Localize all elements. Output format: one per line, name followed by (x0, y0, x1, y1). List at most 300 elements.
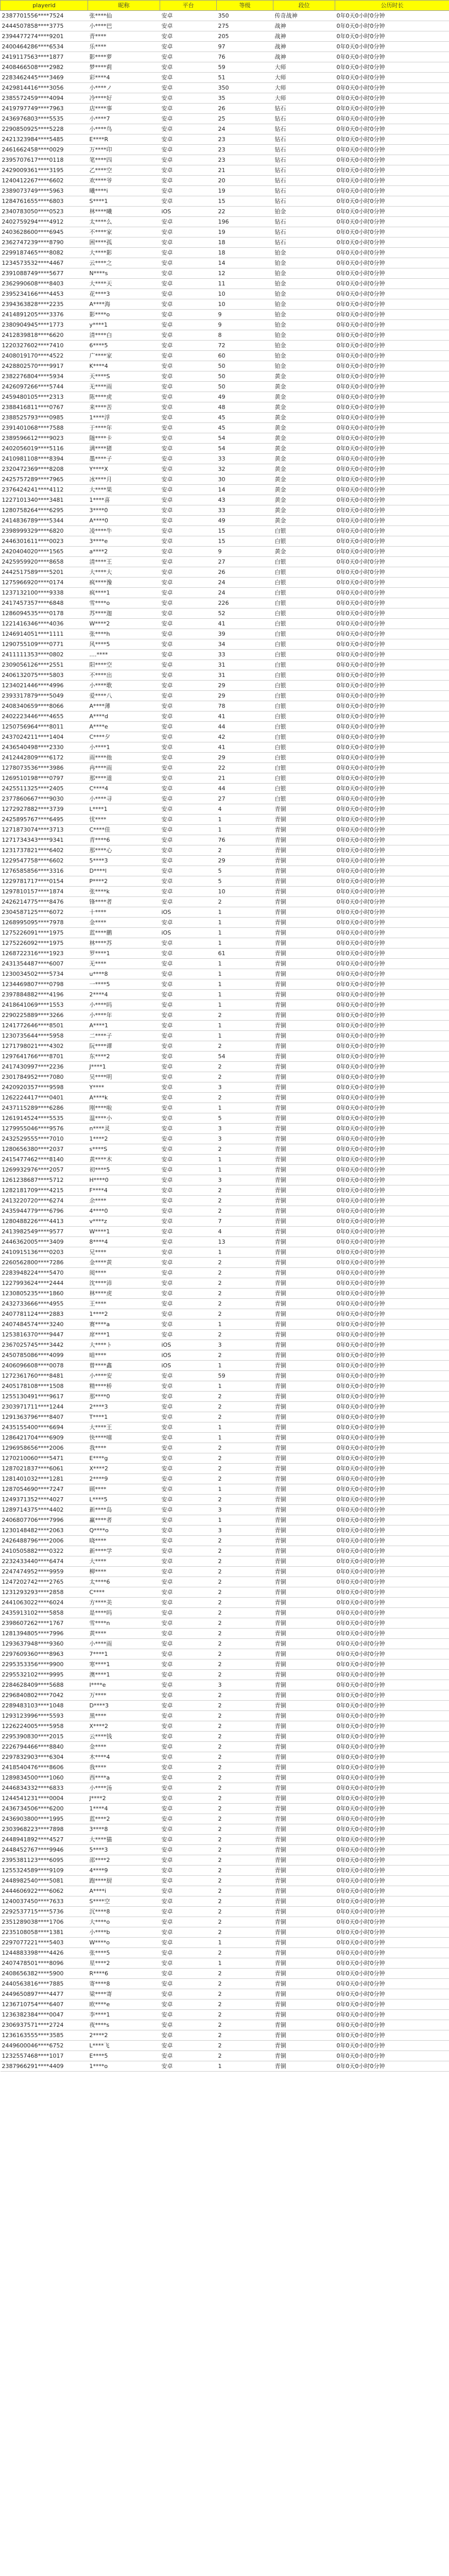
cell-rank: 白银 (273, 681, 335, 691)
cell-playerid: 1236382384****0047 (1, 2010, 88, 2020)
cell-duration: 0年0天0小时0分钟 (335, 1175, 449, 1185)
table-row (1, 217, 449, 227)
cell-rank: 青铜 (273, 1783, 335, 1793)
cell-nickname: 木****4 (88, 1752, 160, 1762)
cell-level: 9 (217, 310, 273, 320)
cell-playerid: 2407484574****3240 (1, 1319, 88, 1330)
cell-playerid: 1269932976****2057 (1, 1165, 88, 1175)
cell-duration: 0年0天0小时0分钟 (335, 1206, 449, 1216)
cell-level: 29 (217, 681, 273, 691)
cell-platform: 安卓 (160, 351, 217, 361)
cell-duration: 0年0天0小时0分钟 (335, 1969, 449, 1979)
table-row (1, 330, 449, 341)
cell-nickname: 冉****雨 (88, 763, 160, 773)
cell-nickname: 大****o (88, 1917, 160, 1927)
cell-rank: 青铜 (273, 1814, 335, 1824)
cell-platform: 安卓 (160, 619, 217, 629)
cell-duration: 0年0天0小时0分钟 (335, 1433, 449, 1443)
cell-rank: 青铜 (273, 1917, 335, 1927)
cell-duration: 0年0天0小时0分钟 (335, 1144, 449, 1155)
cell-level: 76 (217, 52, 273, 62)
cell-rank: 钻石 (273, 238, 335, 248)
cell-playerid: 1271798021****4302 (1, 1041, 88, 1052)
cell-nickname: 一****5 (88, 979, 160, 990)
cell-duration: 0年0天0小时0分钟 (335, 1422, 449, 1433)
cell-level: 15 (217, 536, 273, 547)
cell-rank: 青铜 (273, 1484, 335, 1495)
cell-level: 2 (217, 1855, 273, 1866)
cell-playerid: 1250756964****8011 (1, 722, 88, 732)
cell-playerid: 1230735644****5958 (1, 1031, 88, 1041)
cell-rank: 钻石 (273, 196, 335, 207)
cell-nickname: 云****之 (88, 258, 160, 268)
cell-rank: 青铜 (273, 1103, 335, 1113)
table-row (1, 1629, 449, 1639)
cell-playerid: 1261914524****5535 (1, 1113, 88, 1124)
cell-platform: 安卓 (160, 1896, 217, 1907)
table-row (1, 1062, 449, 1072)
cell-platform: 安卓 (160, 1793, 217, 1804)
cell-level: 4 (217, 1227, 273, 1237)
cell-duration: 0年0天0小时0分钟 (335, 845, 449, 856)
cell-nickname: 广****家 (88, 351, 160, 361)
cell-rank: 青铜 (273, 1546, 335, 1556)
cell-playerid: 2408466508****2982 (1, 62, 88, 73)
cell-level: 72 (217, 341, 273, 351)
cell-level: 2 (217, 897, 273, 907)
cell-platform: 安卓 (160, 1536, 217, 1546)
cell-duration: 0年0天0小时0分钟 (335, 42, 449, 52)
table-row (1, 578, 449, 588)
cell-nickname: 蓝****鹏 (88, 928, 160, 938)
cell-platform: 安卓 (160, 588, 217, 598)
cell-level: 48 (217, 402, 273, 413)
cell-level: 14 (217, 485, 273, 495)
cell-duration: 0年0天0小时0分钟 (335, 1505, 449, 1515)
cell-nickname: 张****h (88, 629, 160, 639)
cell-level: 59 (217, 62, 273, 73)
cell-rank: 黄金 (273, 413, 335, 423)
cell-playerid: 1244541231****0004 (1, 1793, 88, 1804)
cell-playerid: 1236710754****6407 (1, 1999, 88, 2010)
cell-platform: 安卓 (160, 1732, 217, 1742)
cell-playerid: 2436976803****5535 (1, 114, 88, 124)
table-row (1, 557, 449, 567)
cell-playerid: 2406096608****0078 (1, 1361, 88, 1371)
cell-nickname: 那****道 (88, 773, 160, 784)
cell-nickname: 小****吗 (88, 1000, 160, 1010)
cell-playerid: 2421323984****5485 (1, 134, 88, 145)
cell-nickname: 小****寻 (88, 794, 160, 804)
cell-duration: 0年0天0小时0分钟 (335, 2030, 449, 2041)
cell-level: 2 (217, 1866, 273, 1876)
cell-playerid: 2437115289****6286 (1, 1103, 88, 1113)
cell-playerid: 2376424241****4112 (1, 485, 88, 495)
header-nickname: 昵称 (88, 1, 160, 11)
cell-level: 1 (217, 1515, 273, 1526)
cell-rank: 青铜 (273, 1165, 335, 1175)
cell-platform: 安卓 (160, 1948, 217, 1958)
cell-platform: 安卓 (160, 1515, 217, 1526)
table-row (1, 1330, 449, 1340)
cell-playerid: 1287021837****6061 (1, 1464, 88, 1474)
table-row (1, 1742, 449, 1752)
cell-nickname: 大****果 (88, 485, 160, 495)
cell-playerid: 2437024211****1404 (1, 732, 88, 742)
cell-rank: 青铜 (273, 1855, 335, 1866)
cell-duration: 0年0天0小时0分钟 (335, 1227, 449, 1237)
cell-level: 61 (217, 948, 273, 959)
table-row (1, 1927, 449, 1938)
cell-rank: 铂金 (273, 310, 335, 320)
cell-nickname: 大****天 (88, 279, 160, 289)
cell-platform: 安卓 (160, 1917, 217, 1927)
cell-level: 3 (217, 1680, 273, 1690)
cell-playerid: 2296840802****7042 (1, 1690, 88, 1701)
cell-nickname: 张****仙 (88, 11, 160, 21)
table-row (1, 1896, 449, 1907)
cell-playerid: 2398607262****1767 (1, 1618, 88, 1629)
cell-rank: 青铜 (273, 1402, 335, 1412)
cell-rank: 青铜 (273, 1433, 335, 1443)
cell-playerid: 1230034502****5734 (1, 969, 88, 979)
cell-duration: 0年0天0小时0分钟 (335, 1629, 449, 1639)
cell-level: 7 (217, 1216, 273, 1227)
cell-rank: 青铜 (273, 1021, 335, 1031)
cell-platform: iOS (160, 1350, 217, 1361)
cell-playerid: 1271734343****9341 (1, 835, 88, 845)
cell-playerid: 2394477274****9201 (1, 31, 88, 42)
table-row (1, 1999, 449, 2010)
cell-level: 2 (217, 1999, 273, 2010)
cell-playerid: 2418641069****1553 (1, 1000, 88, 1010)
table-row (1, 1567, 449, 1577)
cell-duration: 0年0天0小时0分钟 (335, 217, 449, 227)
cell-nickname: 柳**** (88, 1567, 160, 1577)
cell-duration: 0年0天0小时0分钟 (335, 1443, 449, 1453)
cell-rank: 白银 (273, 650, 335, 660)
cell-duration: 0年0天0小时0分钟 (335, 1093, 449, 1103)
table-row (1, 1752, 449, 1762)
cell-platform: 安卓 (160, 1093, 217, 1103)
cell-level: 54 (217, 433, 273, 444)
cell-level: 2 (217, 1299, 273, 1309)
cell-level: 2 (217, 1464, 273, 1474)
table-row (1, 248, 449, 258)
cell-rank: 白银 (273, 588, 335, 598)
cell-platform: 安卓 (160, 1010, 217, 1021)
cell-rank: 青铜 (273, 1052, 335, 1062)
table-row (1, 1701, 449, 1711)
table-row (1, 1639, 449, 1649)
cell-level: 1 (217, 928, 273, 938)
table-row (1, 1237, 449, 1247)
cell-nickname: L****1 (88, 804, 160, 815)
cell-duration: 0年0天0小时0分钟 (335, 753, 449, 763)
cell-nickname: 方****美 (88, 1598, 160, 1608)
cell-playerid: 1280656380****2037 (1, 1144, 88, 1155)
cell-level: 2 (217, 1618, 273, 1629)
cell-level: 1 (217, 1361, 273, 1371)
cell-duration: 0年0天0小时0分钟 (335, 392, 449, 402)
cell-nickname: 1****o (88, 2061, 160, 2072)
cell-playerid: 2436734506****6200 (1, 1804, 88, 1814)
cell-nickname: 新****岛 (88, 1505, 160, 1515)
cell-nickname: 沈****沛 (88, 1278, 160, 1289)
cell-rank: 铂金 (273, 258, 335, 268)
cell-rank: 青铜 (273, 1793, 335, 1804)
cell-duration: 0年0天0小时0分钟 (335, 1041, 449, 1052)
cell-nickname: 罗****1 (88, 948, 160, 959)
table-row (1, 681, 449, 691)
cell-rank: 白银 (273, 773, 335, 784)
cell-duration: 0年0天0小时0分钟 (335, 1113, 449, 1124)
table-row (1, 423, 449, 433)
cell-duration: 0年0天0小时0分钟 (335, 1680, 449, 1690)
cell-level: 49 (217, 516, 273, 526)
cell-platform: 安卓 (160, 1927, 217, 1938)
cell-platform: 安卓 (160, 1464, 217, 1474)
cell-platform: 安卓 (160, 1907, 217, 1917)
cell-playerid: 2407781124****2883 (1, 1309, 88, 1319)
table-row (1, 1309, 449, 1319)
cell-duration: 0年0天0小时0分钟 (335, 320, 449, 330)
cell-platform: 安卓 (160, 1422, 217, 1433)
cell-level: 5 (217, 876, 273, 887)
cell-nickname: A****1 (88, 1021, 160, 1031)
cell-duration: 0年0天0小时0分钟 (335, 351, 449, 361)
cell-platform: 安卓 (160, 310, 217, 320)
table-row (1, 1289, 449, 1299)
cell-nickname: 林****虎 (88, 1289, 160, 1299)
cell-playerid: 2297832903****6304 (1, 1752, 88, 1762)
cell-nickname: 金**** (88, 1742, 160, 1752)
cell-duration: 0年0天0小时0分钟 (335, 876, 449, 887)
cell-platform: 安卓 (160, 62, 217, 73)
cell-rank: 青铜 (273, 1515, 335, 1526)
cell-playerid: 1286421704****6909 (1, 1433, 88, 1443)
cell-nickname: E****g (88, 1453, 160, 1464)
cell-level: 24 (217, 578, 273, 588)
cell-level: 2 (217, 1289, 273, 1299)
cell-level: 44 (217, 722, 273, 732)
table-row (1, 1350, 449, 1361)
cell-level: 1 (217, 1958, 273, 1969)
cell-rank: 白银 (273, 598, 335, 608)
cell-platform: 安卓 (160, 454, 217, 464)
cell-rank: 战神 (273, 42, 335, 52)
cell-level: 13 (217, 1237, 273, 1247)
cell-level: 1 (217, 1319, 273, 1330)
table-row (1, 753, 449, 763)
cell-platform: 安卓 (160, 495, 217, 505)
table-row (1, 21, 449, 31)
cell-duration: 0年0天0小时0分钟 (335, 660, 449, 670)
cell-platform: 安卓 (160, 1546, 217, 1556)
table-row (1, 763, 449, 773)
cell-nickname: 大****ト (88, 1340, 160, 1350)
cell-duration: 0年0天0小时0分钟 (335, 794, 449, 804)
cell-level: 1 (217, 907, 273, 918)
cell-level: 19 (217, 227, 273, 238)
cell-level: 33 (217, 650, 273, 660)
cell-rank: 青铜 (273, 1381, 335, 1392)
cell-playerid: 2408019170****4522 (1, 351, 88, 361)
cell-duration: 0年0天0小时0分钟 (335, 815, 449, 825)
cell-playerid: 1255130491****9617 (1, 1392, 88, 1402)
cell-rank: 白银 (273, 567, 335, 578)
cell-platform: 安卓 (160, 341, 217, 351)
cell-playerid: 2391401068****7588 (1, 423, 88, 433)
cell-duration: 0年0天0小时0分钟 (335, 155, 449, 165)
cell-platform: 安卓 (160, 1556, 217, 1567)
cell-nickname: 兄**** (88, 1247, 160, 1258)
cell-rank: 青铜 (273, 1453, 335, 1464)
cell-playerid: 2283948224****5470 (1, 1268, 88, 1278)
cell-duration: 0年0天0小时0分钟 (335, 516, 449, 526)
cell-playerid: 1253816370****9447 (1, 1330, 88, 1340)
cell-platform: 安卓 (160, 1845, 217, 1855)
cell-duration: 0年0天0小时0分钟 (335, 382, 449, 392)
cell-nickname: 新****学 (88, 1546, 160, 1556)
cell-duration: 0年0天0小时0分钟 (335, 701, 449, 711)
cell-duration: 0年0天0小时0分钟 (335, 134, 449, 145)
table-row (1, 268, 449, 279)
cell-rank: 青铜 (273, 1216, 335, 1227)
table-body (1, 11, 449, 2072)
cell-duration: 0年0天0小时0分钟 (335, 248, 449, 258)
cell-duration: 0年0天0小时0分钟 (335, 31, 449, 42)
cell-level: 2 (217, 1948, 273, 1958)
cell-nickname: 锋****者 (88, 897, 160, 907)
cell-nickname: 店****事 (88, 104, 160, 114)
cell-playerid: 2448982540****5081 (1, 1876, 88, 1886)
cell-nickname: y****1 (88, 320, 160, 330)
cell-nickname: H****0 (88, 1175, 160, 1185)
cell-duration: 0年0天0小时0分钟 (335, 1659, 449, 1670)
cell-playerid: 2425511325****2405 (1, 784, 88, 794)
cell-level: 2 (217, 1969, 273, 1979)
cell-duration: 0年0天0小时0分钟 (335, 474, 449, 485)
cell-rank: 铂金 (273, 268, 335, 279)
header-rank: 段位 (273, 1, 335, 11)
cell-platform: 安卓 (160, 1938, 217, 1948)
cell-level: 2 (217, 1577, 273, 1587)
cell-platform: 安卓 (160, 567, 217, 578)
cell-level: 54 (217, 444, 273, 454)
cell-duration: 0年0天0小时0分钟 (335, 567, 449, 578)
cell-platform: 安卓 (160, 1443, 217, 1453)
cell-duration: 0年0天0小时0分钟 (335, 1495, 449, 1505)
cell-nickname: 那****心 (88, 845, 160, 856)
cell-nickname: F****4 (88, 1185, 160, 1196)
table-row (1, 1526, 449, 1536)
cell-duration: 0年0天0小时0分钟 (335, 1999, 449, 2010)
table-row (1, 516, 449, 526)
table-row (1, 629, 449, 639)
cell-level: 27 (217, 557, 273, 567)
cell-rank: 青铜 (273, 1422, 335, 1433)
cell-platform: 安卓 (160, 1412, 217, 1422)
cell-playerid: 2410981108****8394 (1, 454, 88, 464)
cell-level: 2 (217, 1474, 273, 1484)
table-row (1, 732, 449, 742)
cell-platform: 安卓 (160, 1082, 217, 1093)
cell-duration: 0年0天0小时0分钟 (335, 1392, 449, 1402)
cell-nickname: 1****喜 (88, 495, 160, 505)
cell-nickname: 大****影 (88, 248, 160, 258)
cell-duration: 0年0天0小时0分钟 (335, 1979, 449, 1989)
cell-rank: 青铜 (273, 1927, 335, 1938)
cell-nickname: D****3 (88, 1701, 160, 1711)
cell-rank: 青铜 (273, 1361, 335, 1371)
cell-level: 15 (217, 196, 273, 207)
cell-rank: 青铜 (273, 1896, 335, 1907)
cell-level: 2 (217, 1309, 273, 1319)
cell-rank: 青铜 (273, 938, 335, 948)
cell-rank: 铂金 (273, 279, 335, 289)
cell-playerid: 1236163555****3585 (1, 2030, 88, 2041)
cell-duration: 0年0天0小时0分钟 (335, 1732, 449, 1742)
cell-level: 10 (217, 887, 273, 897)
cell-duration: 0年0天0小时0分钟 (335, 928, 449, 938)
cell-duration: 0年0天0小时0分钟 (335, 227, 449, 238)
cell-level: 50 (217, 361, 273, 371)
cell-rank: 黄金 (273, 382, 335, 392)
cell-duration: 0年0天0小时0分钟 (335, 1824, 449, 1835)
table-row (1, 969, 449, 979)
cell-platform: 安卓 (160, 289, 217, 299)
cell-playerid: 1262224417****0401 (1, 1093, 88, 1103)
table-row (1, 1464, 449, 1474)
cell-nickname: 陈****虎 (88, 392, 160, 402)
table-row (1, 1247, 449, 1258)
cell-level: 2 (217, 1093, 273, 1103)
cell-nickname: Y****X (88, 464, 160, 474)
cell-playerid: 2436903800****1995 (1, 1814, 88, 1824)
cell-playerid: 2408340659****8066 (1, 701, 88, 711)
cell-playerid: 1220327602****7410 (1, 341, 88, 351)
cell-playerid: 2351289038****1706 (1, 1917, 88, 1927)
cell-rank: 钻石 (273, 124, 335, 134)
cell-playerid: 1247202742****2765 (1, 1577, 88, 1587)
table-row (1, 650, 449, 660)
cell-duration: 0年0天0小时0分钟 (335, 444, 449, 454)
cell-playerid: 1286094535****0178 (1, 608, 88, 619)
cell-playerid: 1231293293****2858 (1, 1587, 88, 1598)
table-row (1, 1721, 449, 1732)
cell-duration: 0年0天0小时0分钟 (335, 979, 449, 990)
cell-platform: 安卓 (160, 1969, 217, 1979)
cell-rank: 白银 (273, 578, 335, 588)
cell-rank: 青铜 (273, 1371, 335, 1381)
cell-nickname: 初****5 (88, 1165, 160, 1175)
cell-playerid: 1269510198****0797 (1, 773, 88, 784)
cell-nickname: 席****1 (88, 1330, 160, 1340)
cell-platform: 安卓 (160, 104, 217, 114)
table-row (1, 1690, 449, 1701)
cell-playerid: 2444507858****3775 (1, 21, 88, 31)
cell-duration: 0年0天0小时0分钟 (335, 1371, 449, 1381)
cell-playerid: 1261238687****5712 (1, 1175, 88, 1185)
cell-level: 2 (217, 1927, 273, 1938)
cell-level: 1 (217, 1165, 273, 1175)
cell-nickname: 于****年 (88, 423, 160, 433)
table-row (1, 876, 449, 887)
cell-level: 2 (217, 2041, 273, 2051)
cell-nickname: u****8 (88, 969, 160, 979)
table-row (1, 825, 449, 835)
